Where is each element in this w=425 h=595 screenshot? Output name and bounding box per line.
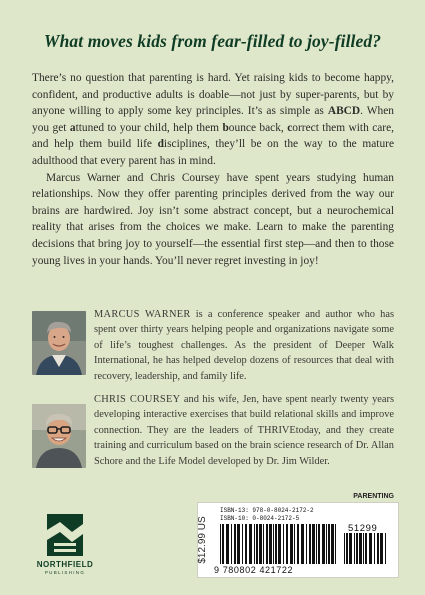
description-run-0: There’s no question that parenting is hard. Yet raising kids to become happy, confident, and productive adults is doable—not just by super-parents, but by anyone willing to apply some key principles. It’s as simple as xyxy=(32,72,394,118)
bio-text-marcus-warner xyxy=(94,307,394,384)
publisher-emblem-icon xyxy=(30,510,100,560)
author-bio: is a conference speaker and author who has spent over thirty years helping people and organizations navigate some of life’s toughest challenges. As the president of Deeper Walk International, he has helped develop dozens of resources that deal with recovery, leadership, and family life. xyxy=(94,309,394,382)
description-run-3: a xyxy=(69,121,76,134)
ean-barcode xyxy=(220,524,338,564)
barcode-bar xyxy=(242,524,243,564)
barcode-bar xyxy=(273,524,274,564)
barcode-bar xyxy=(380,533,383,564)
description-run-8: orrect them with care, and help them build life xyxy=(32,121,395,151)
barcode-bar xyxy=(328,524,330,564)
barcode-bar xyxy=(269,524,272,564)
barcode-bar xyxy=(245,524,247,564)
barcode-panel xyxy=(197,502,399,578)
description xyxy=(32,70,394,269)
barcode-bar xyxy=(377,533,379,564)
barcode-bar xyxy=(222,524,224,564)
barcode-bar xyxy=(286,524,288,564)
barcode-bar xyxy=(249,524,252,564)
barcode-bar xyxy=(231,524,232,564)
barcode-bar xyxy=(349,533,352,564)
description-run-2: . When you get xyxy=(32,105,394,134)
barcode-bar xyxy=(283,524,284,564)
barcode-bar xyxy=(354,533,355,564)
barcode-bar xyxy=(318,524,320,564)
description-run-9: d xyxy=(157,138,164,151)
category-label: PARENTING xyxy=(353,493,394,500)
barcode-bar xyxy=(316,524,317,564)
barcode-bar xyxy=(278,524,281,564)
barcode-bar xyxy=(259,524,262,564)
barcode-bar xyxy=(359,533,362,564)
description-paragraph-1 xyxy=(32,70,394,170)
barcode-bar xyxy=(220,524,221,564)
author-photo-chris-coursey xyxy=(32,404,86,468)
price-label: $12.99 US xyxy=(197,516,208,564)
barcode-bar xyxy=(275,524,277,564)
author-photo-marcus-warner xyxy=(32,311,86,375)
barcode-bar xyxy=(374,533,375,564)
barcode-bar xyxy=(344,533,345,564)
barcode-bar xyxy=(326,524,327,564)
barcode-bar xyxy=(256,524,258,564)
description-paragraph-2: Marcus Warner and Chris Coursey have spent years studying human relationships. Now they offer parenting principles derived from the way our brains are hardwired. Joy isn’t some abstract concept, but a neurochemical reality that arises from the choices we make. Learn to make the parenting decisions that bring joy to yourself—the essential first step—and then to those young lives in your hands. You’ll never regret investing in joy! xyxy=(32,171,394,267)
headline: What moves kids from fear-filled to joy-filled? xyxy=(43,31,382,51)
barcode-bar xyxy=(301,524,304,564)
barcode-bar xyxy=(365,533,367,564)
barcode-bar xyxy=(294,524,295,564)
isbn-13: ISBN-13: 978-0-8024-2172-2 xyxy=(220,507,314,514)
barcode-main-digits: 9 780802 421722 xyxy=(214,565,294,575)
barcode-bar xyxy=(290,524,293,564)
author-bio: and his wife, Jen, have spent nearly twenty years developing interactive exercises that build relational skills and improve connection. They are the leaders of THRIVEtoday, and they create training and curriculum based on the brain science research of Dr. Allan Schore and the Life Model developed by Dr. Jim Wilder. xyxy=(94,394,394,467)
addon-barcode xyxy=(344,533,392,564)
barcode-bar xyxy=(335,524,336,564)
barcode-bar xyxy=(263,524,264,564)
description-run-5: b xyxy=(222,121,229,134)
barcode-bar xyxy=(237,524,240,564)
barcode-bar xyxy=(331,524,334,564)
barcode-bar xyxy=(312,524,315,564)
barcode-bar xyxy=(266,524,268,564)
barcode-bar xyxy=(306,524,307,564)
author-name: MARCUS WARNER xyxy=(94,309,191,320)
description-run-7: c xyxy=(287,121,293,134)
barcode-addon-digits: 51299 xyxy=(348,523,378,534)
barcode-bar xyxy=(254,524,255,564)
barcode-bar xyxy=(322,524,325,564)
bio-chris-coursey xyxy=(32,392,394,482)
publisher-sub: PUBLISHING xyxy=(44,570,86,575)
barcode-bar xyxy=(369,533,372,564)
barcode-bar xyxy=(234,524,236,564)
barcode-bar xyxy=(226,524,229,564)
publisher-logo xyxy=(30,510,100,580)
bio-marcus-warner xyxy=(32,307,394,382)
isbn-10: ISBN-10: 0-8024-2172-5 xyxy=(220,515,300,522)
barcode-bar xyxy=(356,533,358,564)
barcode-bar xyxy=(309,524,311,564)
author-name: CHRIS COURSEY xyxy=(94,394,181,405)
description-run-6: ounce back, xyxy=(228,121,288,134)
barcode-bar xyxy=(363,533,364,564)
description-run-10: isciplines, they’ll be on the way to the mature adulthood that every parent has in mind. xyxy=(32,138,394,167)
barcode-bar xyxy=(346,533,348,564)
description-run-4: ttuned to your child, help them xyxy=(75,121,223,134)
barcode-bar xyxy=(385,533,386,564)
barcode-bar xyxy=(297,524,299,564)
publisher-name: NORTHFIELD xyxy=(36,560,94,569)
description-run-1: ABCD xyxy=(327,105,361,118)
bio-text-chris-coursey xyxy=(94,392,394,469)
